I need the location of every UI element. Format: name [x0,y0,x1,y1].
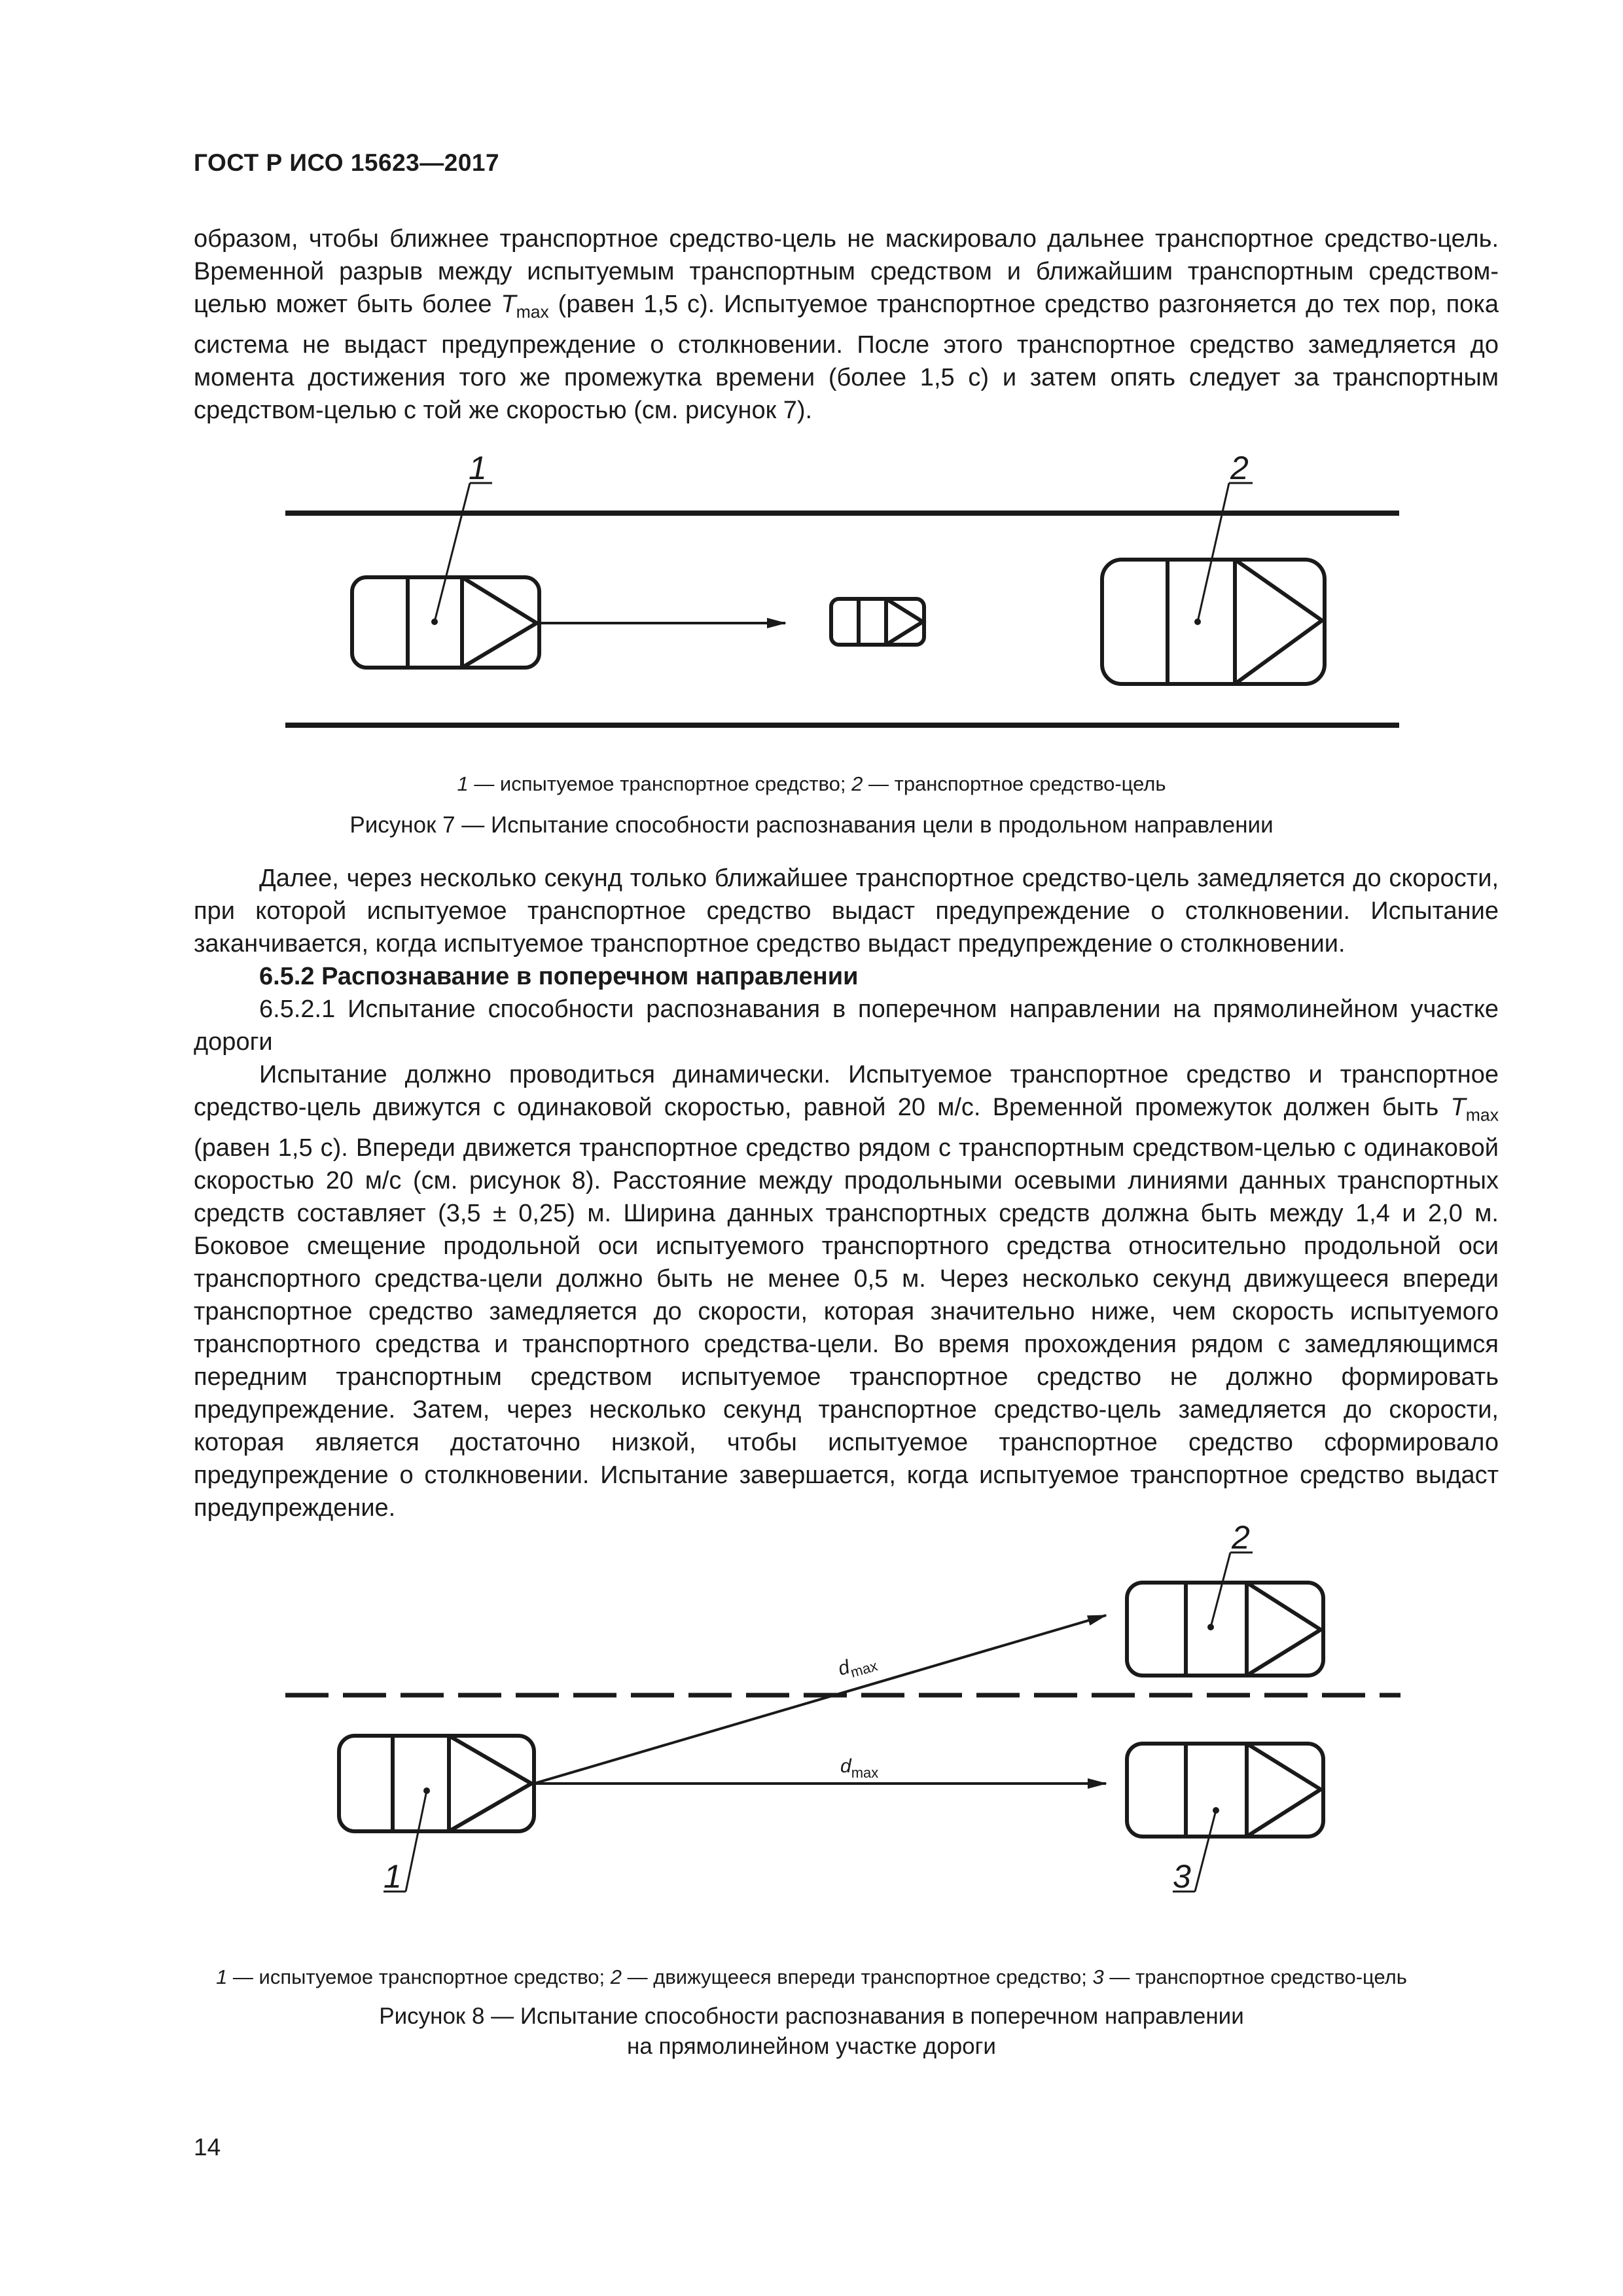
figure-8-diagram [0,1505,1623,1937]
intro-paragraph: образом, чтобы ближнее транспортное средство-цель не маскировало дальнее транспортное средство-цель. Временной разрыв между испытуемым транспортным средством и ближайшим транспортным средством-целью может быть более $T_{max}$ (равен 1,5 с). Испытуемое транспортное средство разгоняется до тех пор, пока система не выдаст предупреждение о столкновении. После этого транспортное средство замедляется до момента достижения того же промежутка времени (более 1,5 с) и затем опять следует за транспортным средством-целью с той же скоростью (см. рисунок 7). [194,225,1499,424]
test-vehicle [352,577,539,668]
target-vehicle [1102,560,1325,684]
figure-8-label-2: 2 [1232,1519,1250,1556]
figure-7-legend: 1 — испытуемое транспортное средство; 2 — транспортное средство-цель [457,772,1166,795]
leader-line-2 [1198,483,1229,622]
test-vehicle [339,1736,534,1831]
section-subheading: 6.5.2.1 Испытание способности распознавания в поперечном направлении на прямолинейном участке дороги [194,996,1499,1056]
figure-8-legend: 1 — испытуемое транспортное средство; 2 — движущееся впереди транспортное средство; 3 — транспортное средство-цель [216,1965,1407,1988]
figure-8-label-1: 1 [383,1858,402,1895]
target-vehicle [1127,1744,1323,1837]
leading-vehicle [1127,1583,1323,1676]
figure-7-diagram [0,445,1623,746]
page-number: 14 [194,2134,221,2161]
leader-line-1 [435,483,470,622]
figure-8-caption: Рисунок 8 — Испытание способности распознавания в поперечном направлении на прямолинейном участке дороги [379,2003,1244,2059]
figure-8-label-3: 3 [1173,1858,1191,1895]
paragraph-after-figure-7: Далее, через несколько секунд только ближайшее транспортное средство-цель замедляется до скорости, при которой испытуемое транспортное средство выдаст предупреждение о столкновении. Испытание заканчивается, когда испытуемое транспортное средство выдаст предупреждение о столкновении. [194,865,1499,958]
dmax-label-straight: $d_{max}$ [840,1755,879,1781]
section-text [194,862,1499,1524]
paragraph-test-description: Испытание должно проводиться динамически. Испытуемое транспортное средство и транспортное средство-цель движутся с одинаковой скоростью, равной 20 м/с. Временной промежуток должен быть $T_{max}$ (равен 1,5 с). Впереди движется транспортное средство рядом с транспортным средством-целью с одинаковой скоростью 20 м/с (см. рисунок 8). Расстояние между продольными осевыми линиями данных транспортных средств составляет (3,5 ± 0,25) м. Ширина данных транспортных средств должна быть между 1,4 и 2,0 м. Боковое смещение продольной оси испытуемого транспортного средства относительно продольной оси транспортного средства-цели должно быть не менее 0,5 м. Через несколько секунд движущееся впереди транспортное средство замедляется до скорости, которая значительно ниже, чем скорость испытуемого транспортного средства и транспортного средства-цели. Во время прохождения рядом с замедляющимся передним транспортным средством испытуемое транспортное средство не должно формировать предупреждение. Затем, через несколько секунд транспортное средство-цель замедляется до скорости, которая является достаточно низкой, чтобы испытуемое транспортное средство сформировало предупреждение о столкновении. Испытание завершается, когда испытуемое транспортное средство выдаст предупреждение. [194,1061,1499,1522]
figure-7-caption: Рисунок 7 — Испытание способности распознавания цели в продольном направлении [349,812,1274,838]
section-heading: 6.5.2 Распознавание в поперечном направлении [259,963,859,990]
dmax-label-diagonal: $d_{max}$ [835,1656,880,1681]
figure-7-label-2: 2 [1230,450,1249,486]
figure-7-label-1: 1 [469,450,487,486]
distant-vehicle [831,599,924,645]
dmax-arrow-diagonal [534,1615,1106,1784]
document-header: ГОСТ Р ИСО 15623—2017 [194,149,500,176]
